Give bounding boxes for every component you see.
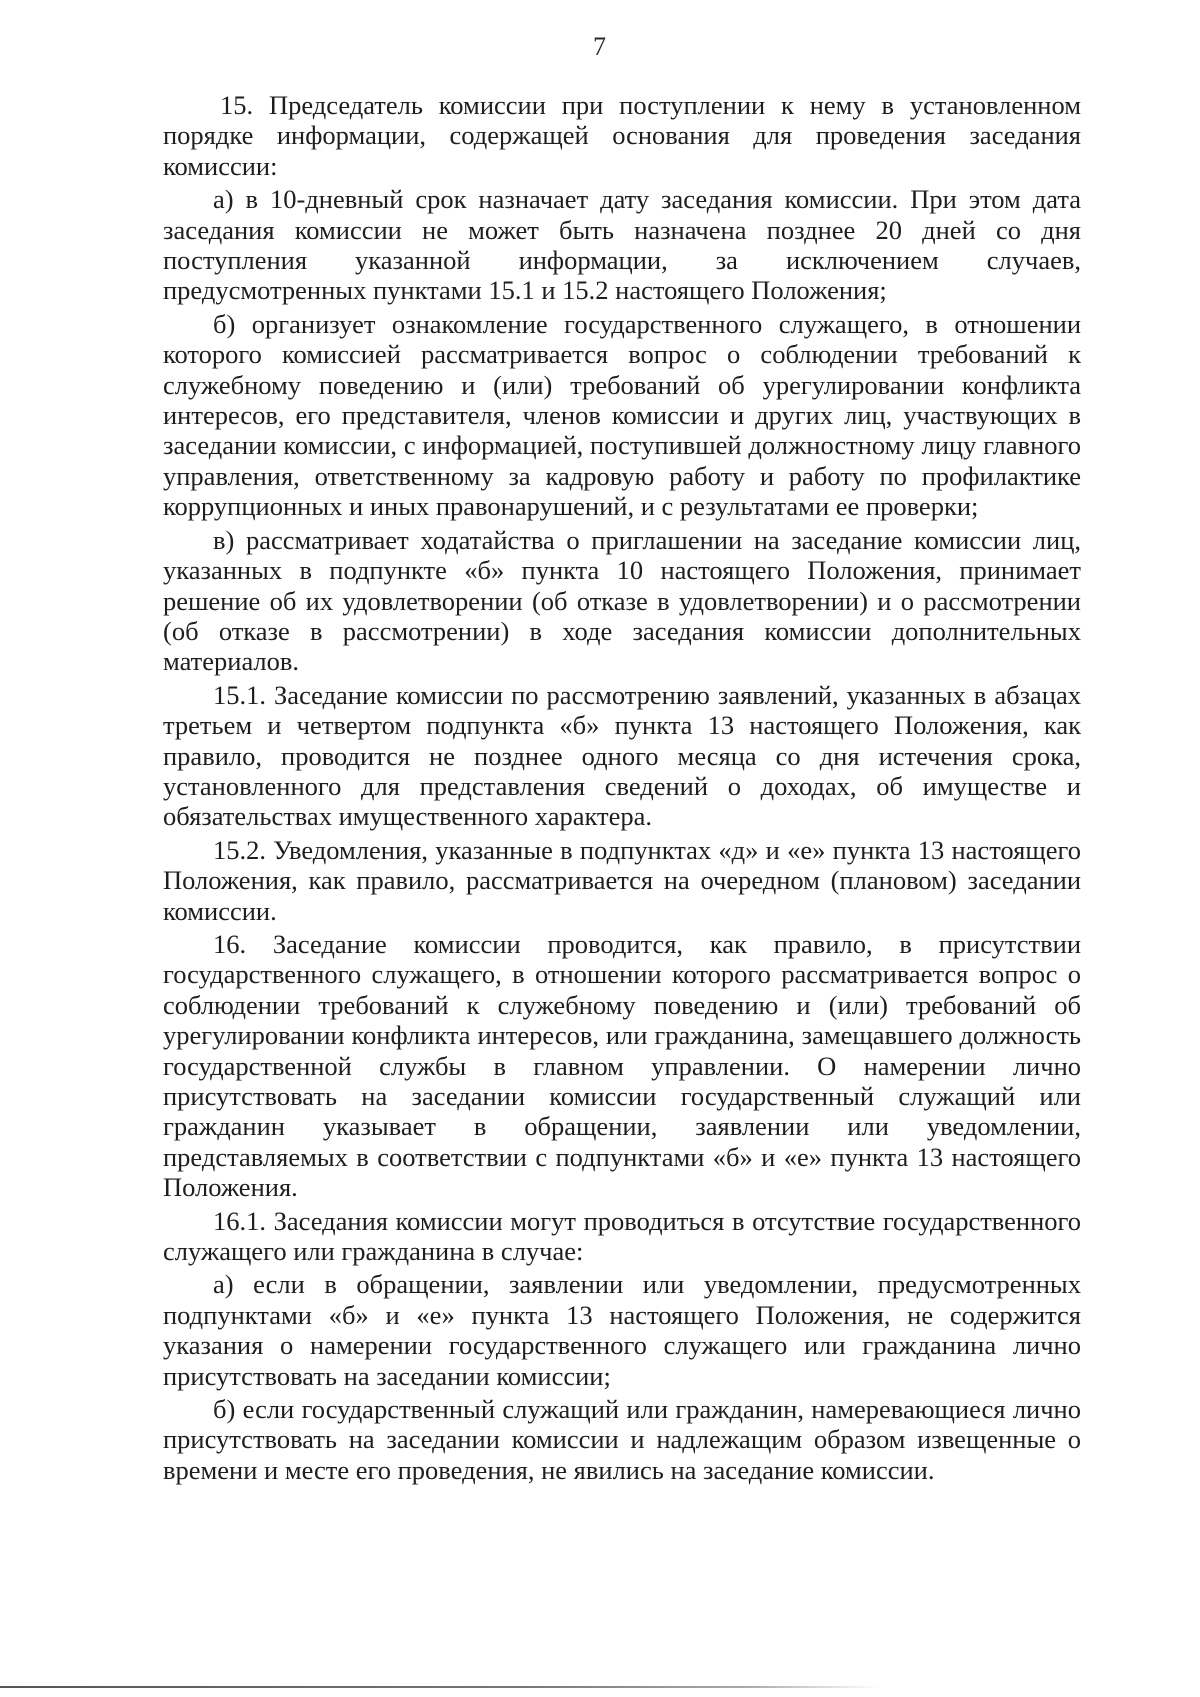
- paragraph-16-1-a: а) если в обращении, заявлении или уведомлении, предусмотренных подпунктами «б» и «е» пункта 13 настоящего Положения, не содержится указания о намерении государственного служащего или гражданина лично присутствовать на заседании комиссии;: [163, 1269, 1081, 1391]
- paragraph-15-a: а) в 10-дневный срок назначает дату заседания комиссии. При этом дата заседания комиссии не может быть назначена позднее 20 дней со дня поступления указанной информации, за исключением случаев, предусмотренных пунктами 15.1 и 15.2 настоящего Положения;: [163, 184, 1081, 306]
- paragraph-15: 15. Председатель комиссии при поступлении к нему в установленном порядке информации, содержащей основания для проведения заседания комиссии:: [163, 90, 1081, 181]
- paragraph-15-b: б) организует ознакомление государственного служащего, в отношении которого комиссией рассматривается вопрос о соблюдении требований к служебному поведению и (или) требований об урегулировании конфликта интересов, его представителя, членов комиссии и других лиц, участвующих в заседании комиссии, с информацией, поступившей должностному лицу главного управления, ответственному за кадровую работу и работу по профилактике коррупционных и иных правонарушений, и с результатами ее проверки;: [163, 308, 1081, 522]
- paragraph-16: 16. Заседание комиссии проводится, как правило, в присутствии государственного служащего, в отношении которого рассматривается вопрос о соблюдении требований к служебному поведению и (или) требований об урегулировании конфликта интересов, или гражданина, замещавшего должность государственной службы в главном управлении. О намерении лично присутствовать на заседании комиссии государственный служащий или гражданин указывает в обращении, заявлении или уведомлении, представляемых в соответствии с подпунктами «б» и «е» пункта 13 настоящего Положения.: [163, 928, 1081, 1203]
- paragraph-15-v: в) рассматривает ходатайства о приглашении на заседание комиссии лиц, указанных в подпункте «б» пункта 10 настоящего Положения, принимает решение об их удовлетворении (об отказе в удовлетворении) и о рассмотрении (об отказе в рассмотрении) в ходе заседания комиссии дополнительных материалов.: [163, 524, 1081, 677]
- paragraph-16-1: 16.1. Заседания комиссии могут проводиться в отсутствие государственного служащего или гражданина в случае:: [163, 1205, 1081, 1267]
- scan-edge-line: [0, 1686, 880, 1688]
- paragraph-15-1: 15.1. Заседание комиссии по рассмотрению заявлений, указанных в абзацах третьем и четвертом подпункта «б» пункта 13 настоящего Положения, как правило, проводится не позднее одного месяца со дня истечения срока, установленного для представления сведений о доходах, об имуществе и обязательствах имущественного характера.: [163, 679, 1081, 832]
- document-body: [163, 90, 1081, 1488]
- paragraph-16-1-b: б) если государственный служащий или гражданин, намеревающиеся лично присутствовать на заседании комиссии и надлежащим образом извещенные о времени и месте его проведения, не явились на заседание комиссии.: [163, 1394, 1081, 1485]
- paragraph-15-2: 15.2. Уведомления, указанные в подпунктах «д» и «е» пункта 13 настоящего Положения, как правило, рассматривается на очередном (плановом) заседании комиссии.: [163, 834, 1081, 926]
- page-number: 7: [593, 32, 607, 61]
